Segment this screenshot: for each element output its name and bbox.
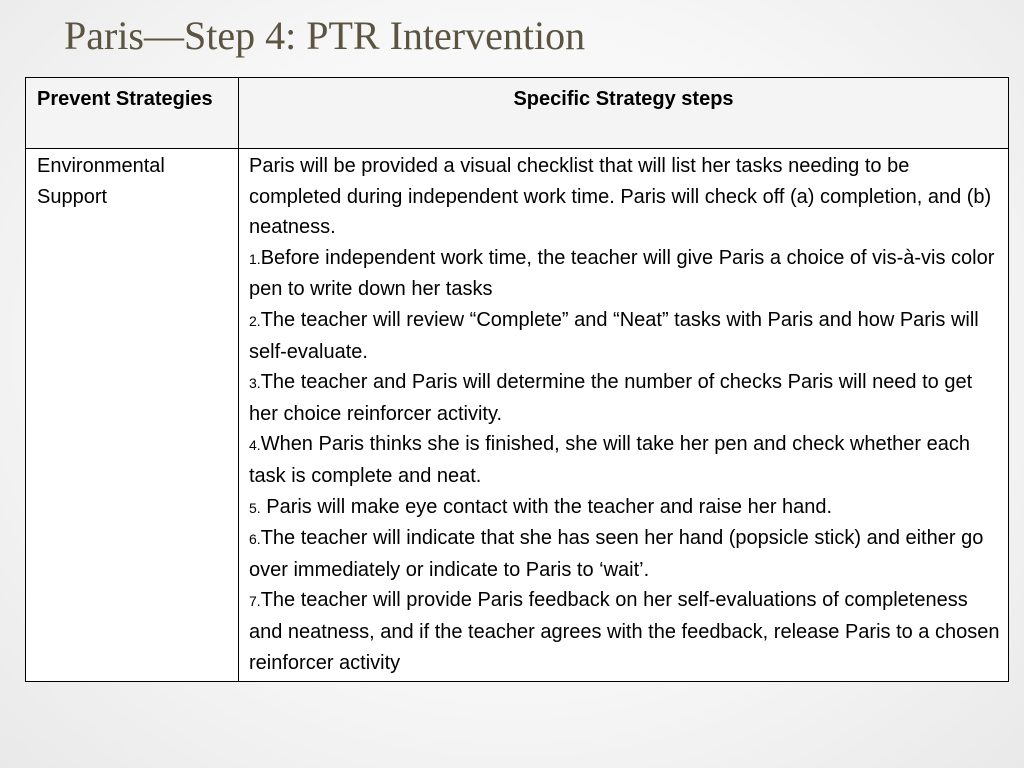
step-text: The teacher will indicate that she has seen her hand (popsicle stick) and either go over immediately or indicate to Paris to ‘wait’. xyxy=(249,527,984,581)
step-item xyxy=(249,243,1000,305)
step-number: 3. xyxy=(249,375,261,392)
step-item xyxy=(249,492,1000,524)
strategy-table xyxy=(25,77,1009,682)
step-number: 6. xyxy=(249,531,261,548)
step-text: Before independent work time, the teacher will give Paris a choice of vis-à-vis color pen to write down her tasks xyxy=(249,246,995,301)
step-number: 2. xyxy=(249,312,261,329)
step-number: 5. xyxy=(249,499,261,516)
step-number: 7. xyxy=(249,593,261,610)
step-text: Paris will make eye contact with the teacher and raise her hand. xyxy=(260,495,833,518)
category-cell: Environmental Support xyxy=(26,149,239,682)
step-text: The teacher and Paris will determine the number of checks Paris will need to get her choice reinforcer activity. xyxy=(249,371,973,425)
header-specific-strategy-steps: Specific Strategy steps xyxy=(239,78,1009,149)
step-item xyxy=(249,305,1000,367)
step-text: When Paris thinks she is finished, she will take her pen and check whether each task is complete and neat. xyxy=(249,433,970,487)
steps-cell xyxy=(239,149,1009,682)
step-number: 4. xyxy=(249,437,261,454)
step-text: The teacher will provide Paris feedback on her self-evaluations of completeness and neatness, and if the teacher agrees with the feedback, release Paris to a chosen reinforcer activity xyxy=(249,589,1000,674)
step-item xyxy=(249,585,1000,678)
step-item xyxy=(249,523,1000,585)
intro-text: Paris will be provided a visual checklist that will list her tasks needing to be completed during independent work time. Paris will check off (a) completion, and (b) neatness. xyxy=(249,155,992,239)
slide-title: Paris—Step 4: PTR Intervention xyxy=(64,13,586,58)
step-item xyxy=(249,429,1000,491)
step-item xyxy=(249,367,1000,429)
step-number: 1. xyxy=(249,250,261,267)
table-header-row xyxy=(26,78,1009,149)
table-row xyxy=(26,149,1009,682)
step-text: The teacher will review “Complete” and “Neat” tasks with Paris and how Paris will self-evaluate. xyxy=(249,308,979,363)
header-prevent-strategies: Prevent Strategies xyxy=(26,78,239,149)
